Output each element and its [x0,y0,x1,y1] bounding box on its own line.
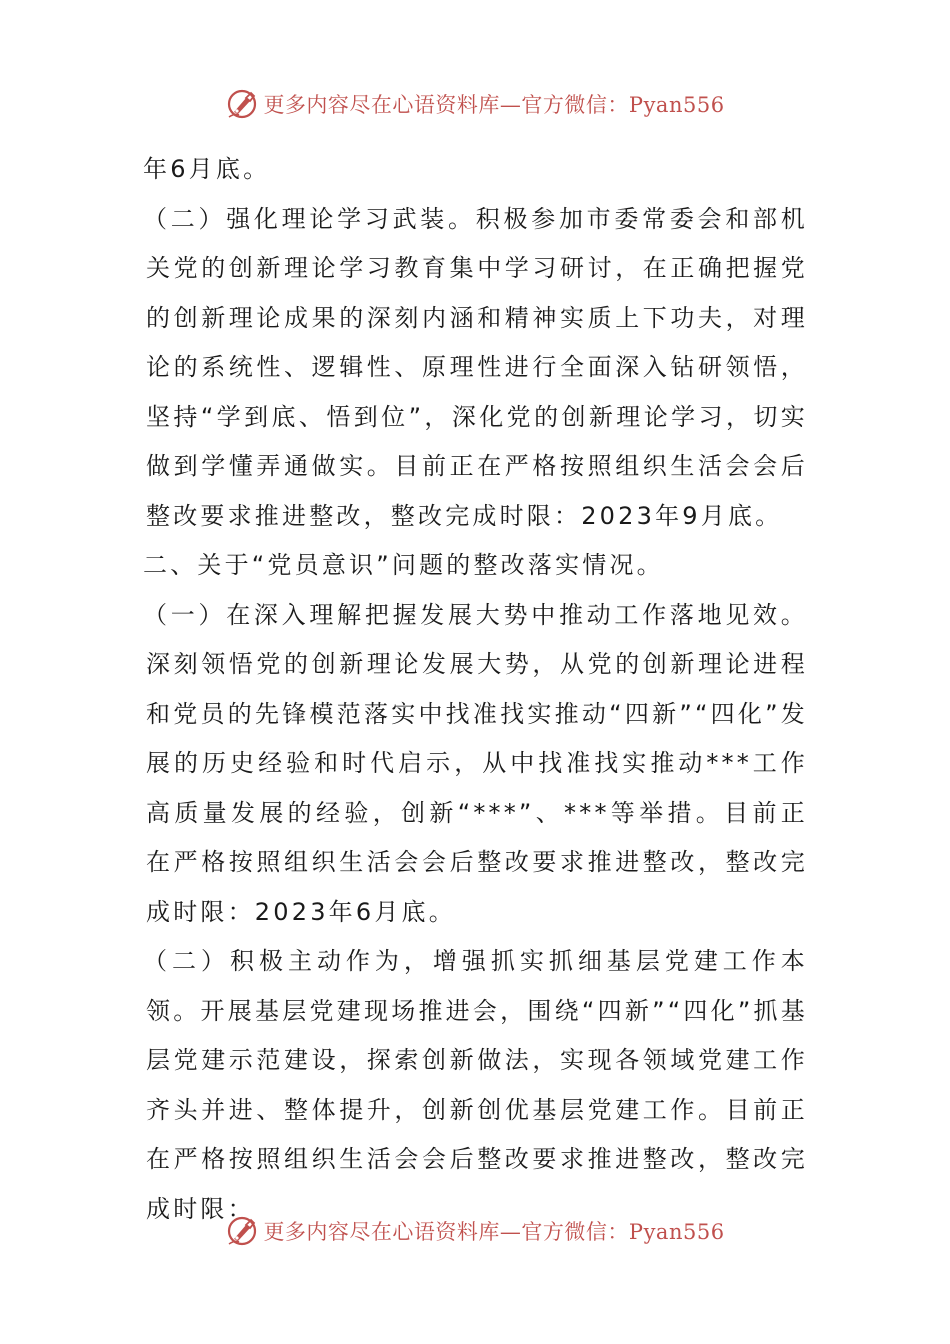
paragraph-1: 年6月底。 [143,155,271,183]
footer-banner [0,1211,950,1251]
paragraph-4: （二）积极主动作为，增强抓实抓细基层党建工作本领。开展基层党建现场推进会，围绕“四新”“四化”抓基层党建示范建设，探索创新做法，实现各领域党建工作齐头并进、整体提升，创新创优基层党建工作。目前正在严格按照组织生活会会后整改要求推进整改，整改完成时限： [143,947,808,1223]
paragraph-2: （二）强化理论学习武装。积极参加市委常委会和部机关党的创新理论学习教育集中学习研讨，在正确把握党的创新理论成果的深刻内涵和精神实质上下功夫，对理论的系统性、逻辑性、原理性进行全面深入钻研领悟，坚持“学到底、悟到位”，深化党的创新理论学习，切实做到学懂弄通做实。目前正在严格按照组织生活会会后整改要求推进整改，整改完成时限：2023年9月底。 [143,204,808,530]
footer-banner-text: 更多内容尽在心语资料库—官方微信：Pyan556 [263,1220,725,1244]
pen-nib-logo-icon [225,87,259,121]
header-banner-text: 更多内容尽在心语资料库—官方微信：Pyan556 [263,93,725,117]
paragraph-3: （一）在深入理解把握发展大势中推动工作落地见效。深刻领悟党的创新理论发展大势，从党的创新理论进程和党员的先锋模范落实中找准找实推动“四新”“四化”发展的历史经验和时代启示，从中找准找实推动***工作高质量发展的经验，创新“***”、***等举措。目前正在严格按照组织生活会会后整改要求推进整改，整改完成时限：2023年6月底。 [143,600,808,926]
header-banner [0,84,950,124]
pen-nib-logo-icon [225,1214,259,1248]
section-heading: 二、关于“党员意识”问题的整改落实情况。 [143,551,664,579]
document-body [143,145,808,1234]
